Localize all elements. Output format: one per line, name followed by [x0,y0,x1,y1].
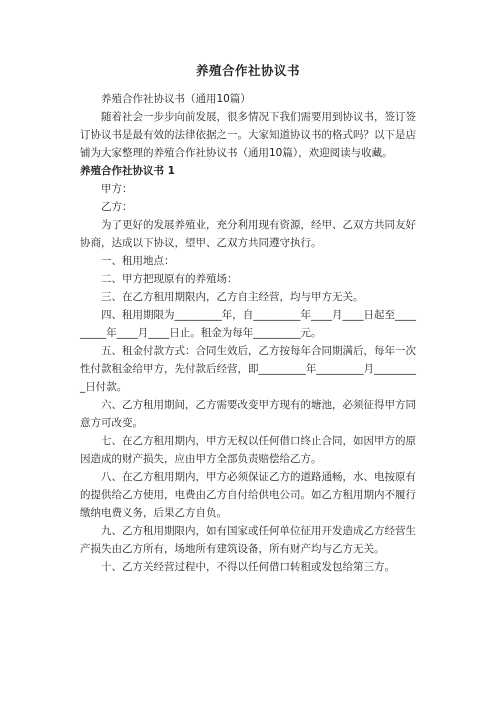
clause-2: 二、甲方把现原有的养殖场： [101,273,238,285]
clause-1: 一、租用地点： [101,255,175,267]
section-heading: 养殖合作社协议书 1 [80,165,175,177]
document-title: 养殖合作社协议书 [195,63,300,78]
purpose-paragraph: 为了更好的发展养殖业，充分利用现有资源，经甲、乙双方共同友好协商，达成以下协议，望甲、乙双方共同遵守执行。 [80,219,416,249]
clause-5: 五、租金付款方式：合同生效后，乙方按每年合同期满后，每年一次性付款租金给甲方，先付款后经营，即_________年_________月_________日付款。 [80,345,416,393]
party-b-line: 乙方： [101,201,133,213]
clause-3: 三、在乙方租用期限内，乙方自主经营，均与甲方无关。 [101,291,364,303]
intro-paragraph: 随着社会一步步向前发展，很多情况下我们需要用到协议书，签订签订协议书是最有效的法律依据之一。大家知道协议书的格式吗？以下是店铺为大家整理的养殖合作社协议书（通用10篇），欢迎阅读与收藏。 [80,111,416,159]
clause-4: 四、租用期限为_________年，自_________年____月____日起至_________年____月____日止。租金为每年_________元。 [80,309,416,339]
clause-8: 八、在乙方租用期内，甲方必须保证乙方的道路通畅，水、电按原有的提供给乙方使用，电费由乙方自付给供电公司。如乙方租用期内不履行缴纳电费义务，后果乙方自负。 [80,471,416,519]
intro-line: 养殖合作社协议书（通用10篇） [101,93,251,105]
party-a-line: 甲方： [101,183,133,195]
clause-7: 七、在乙方租用期内，甲方无权以任何借口终止合同，如因甲方的原因造成的财产损失，应由甲方全部负责赔偿给乙方。 [80,435,416,465]
clause-9: 九、乙方租用期限内，如有国家或任何单位征用开发造成乙方经营生产损失由乙方所有，场地所有建筑设备，所有财产均与乙方无关。 [80,525,416,555]
clause-6: 六、乙方租用期间，乙方需要改变甲方现有的塘池，必须征得甲方同意方可改变。 [80,399,416,429]
clause-10: 十、乙方关经营过程中，不得以任何借口转租或发包给第三方。 [101,561,395,573]
